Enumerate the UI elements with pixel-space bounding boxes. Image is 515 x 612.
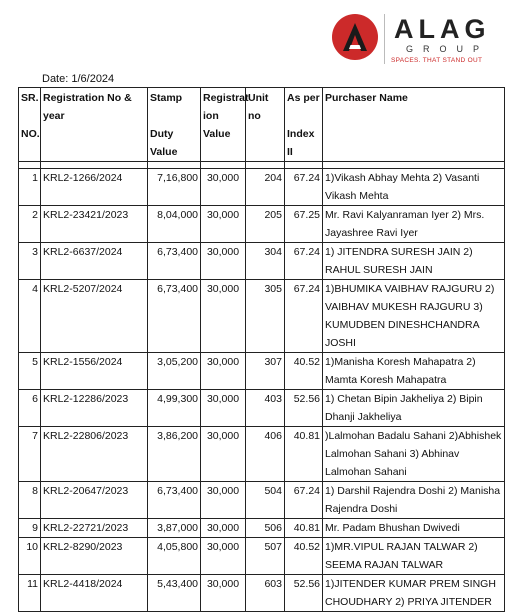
unit-no-cell: 307: [246, 353, 285, 390]
purchaser-name-cell: 1)MR.VIPUL RAJAN TALWAR 2) SEEMA RAJAN TALWAR: [323, 538, 505, 575]
unit-no-cell: 603: [246, 575, 285, 612]
unit-no-cell: 305: [246, 280, 285, 353]
sr-cell: 11: [19, 575, 41, 612]
table-row: [19, 538, 505, 575]
header-registration-value: Registrat ion Value: [201, 88, 246, 162]
unit-no-cell: 204: [246, 169, 285, 206]
registration-no-cell: KRL2-22721/2023: [41, 519, 148, 538]
purchaser-name-cell: 1) Darshil Rajendra Doshi 2) Manisha Rajendra Doshi: [323, 482, 505, 519]
unit-no-cell: 504: [246, 482, 285, 519]
table-row: [19, 280, 505, 353]
registration-value-cell: 30,000: [201, 575, 246, 612]
registration-value-cell: 30,000: [201, 353, 246, 390]
stamp-duty-cell: 5,43,400: [148, 575, 201, 612]
as-per-index-cell: 40.81: [285, 519, 323, 538]
logo-tagline: SPACES. THAT STAND OUT: [391, 57, 483, 64]
header-registration-no: Registration No & year: [41, 88, 148, 162]
registration-value-cell: 30,000: [201, 169, 246, 206]
table-spacer-row: [19, 162, 505, 169]
as-per-index-cell: 67.24: [285, 280, 323, 353]
registration-value-cell: 30,000: [201, 427, 246, 482]
purchaser-name-cell: 1)Vikash Abhay Mehta 2) Vasanti Vikash Mehta: [323, 169, 505, 206]
stamp-duty-cell: 6,73,400: [148, 243, 201, 280]
purchaser-name-cell: Mr. Padam Bhushan Dwivedi: [323, 519, 505, 538]
purchaser-name-cell: 1)BHUMIKA VAIBHAV RAJGURU 2) VAIBHAV MUKESH RAJGURU 3) KUMUDBEN DINESHCHANDRA JOSHI: [323, 280, 505, 353]
sr-cell: 9: [19, 519, 41, 538]
table-header-row: [19, 88, 505, 162]
sr-cell: 8: [19, 482, 41, 519]
unit-no-cell: 205: [246, 206, 285, 243]
unit-no-cell: 406: [246, 427, 285, 482]
registration-value-cell: 30,000: [201, 206, 246, 243]
stamp-duty-cell: 3,87,000: [148, 519, 201, 538]
registration-no-cell: KRL2-12286/2023: [41, 390, 148, 427]
as-per-index-cell: 40.52: [285, 353, 323, 390]
sr-cell: 6: [19, 390, 41, 427]
stamp-duty-cell: 7,16,800: [148, 169, 201, 206]
registration-table: [18, 87, 505, 612]
table-row: [19, 427, 505, 482]
purchaser-name-cell: )Lalmohan Badalu Sahani 2)Abhishek Lalmohan Sahani 3) Abhinav Lalmohan Sahani: [323, 427, 505, 482]
sr-cell: 7: [19, 427, 41, 482]
stamp-duty-cell: 4,99,300: [148, 390, 201, 427]
as-per-index-cell: 52.56: [285, 390, 323, 427]
purchaser-name-cell: 1) JITENDRA SURESH JAIN 2) RAHUL SURESH JAIN: [323, 243, 505, 280]
header-stamp-duty: Stamp Duty Value: [148, 88, 201, 162]
header-sr: SR. NO.: [19, 88, 41, 162]
table-row: [19, 206, 505, 243]
purchaser-name-cell: Mr. Ravi Kalyanraman Iyer 2) Mrs. Jayashree Ravi Iyer: [323, 206, 505, 243]
registration-value-cell: 30,000: [201, 390, 246, 427]
sr-cell: 10: [19, 538, 41, 575]
logo-a-icon: [332, 14, 378, 60]
registration-value-cell: 30,000: [201, 482, 246, 519]
unit-no-cell: 507: [246, 538, 285, 575]
as-per-index-cell: 40.81: [285, 427, 323, 482]
stamp-duty-cell: 3,86,200: [148, 427, 201, 482]
table-row: [19, 353, 505, 390]
registration-value-cell: 30,000: [201, 538, 246, 575]
table-row: [19, 519, 505, 538]
registration-no-cell: KRL2-20647/2023: [41, 482, 148, 519]
as-per-index-cell: 52.56: [285, 575, 323, 612]
sr-cell: 5: [19, 353, 41, 390]
stamp-duty-cell: 6,73,400: [148, 280, 201, 353]
table-row: [19, 482, 505, 519]
registration-no-cell: KRL2-8290/2023: [41, 538, 148, 575]
sr-cell: 1: [19, 169, 41, 206]
as-per-index-cell: 40.52: [285, 538, 323, 575]
table-row: [19, 169, 505, 206]
logo-group-text: GROUP: [406, 44, 490, 54]
sr-cell: 4: [19, 280, 41, 353]
as-per-index-cell: 67.24: [285, 482, 323, 519]
registration-no-cell: KRL2-22806/2023: [41, 427, 148, 482]
stamp-duty-cell: 3,05,200: [148, 353, 201, 390]
table-row: [19, 575, 505, 612]
purchaser-name-cell: 1)Manisha Koresh Mahapatra 2) Mamta Koresh Mahapatra: [323, 353, 505, 390]
header-purchaser-name: Purchaser Name: [323, 88, 505, 162]
purchaser-name-cell: 1)JITENDER KUMAR PREM SINGH CHOUDHARY 2) PRIYA JITENDER: [323, 575, 505, 612]
header-unit-no: Unit no: [246, 88, 285, 162]
table-row: [19, 390, 505, 427]
purchaser-name-cell: 1) Chetan Bipin Jakheliya 2) Bipin Dhanji Jakheliya: [323, 390, 505, 427]
registration-no-cell: KRL2-23421/2023: [41, 206, 148, 243]
as-per-index-cell: 67.24: [285, 169, 323, 206]
unit-no-cell: 506: [246, 519, 285, 538]
registration-no-cell: KRL2-6637/2024: [41, 243, 148, 280]
registration-no-cell: KRL2-1266/2024: [41, 169, 148, 206]
alag-group-logo: [332, 12, 502, 70]
registration-no-cell: KRL2-5207/2024: [41, 280, 148, 353]
registration-value-cell: 30,000: [201, 519, 246, 538]
stamp-duty-cell: 6,73,400: [148, 482, 201, 519]
sr-cell: 3: [19, 243, 41, 280]
sr-cell: 2: [19, 206, 41, 243]
as-per-index-cell: 67.24: [285, 243, 323, 280]
logo-divider: [384, 14, 385, 64]
stamp-duty-cell: 4,05,800: [148, 538, 201, 575]
unit-no-cell: 304: [246, 243, 285, 280]
registration-value-cell: 30,000: [201, 280, 246, 353]
registration-value-cell: 30,000: [201, 243, 246, 280]
as-per-index-cell: 67.25: [285, 206, 323, 243]
table-row: [19, 243, 505, 280]
logo-brand-text: ALAG: [394, 14, 491, 44]
registration-no-cell: KRL2-4418/2024: [41, 575, 148, 612]
unit-no-cell: 403: [246, 390, 285, 427]
header-as-per-index: As per Index II: [285, 88, 323, 162]
registration-no-cell: KRL2-1556/2024: [41, 353, 148, 390]
document-date: Date: 1/6/2024: [42, 73, 115, 85]
stamp-duty-cell: 8,04,000: [148, 206, 201, 243]
